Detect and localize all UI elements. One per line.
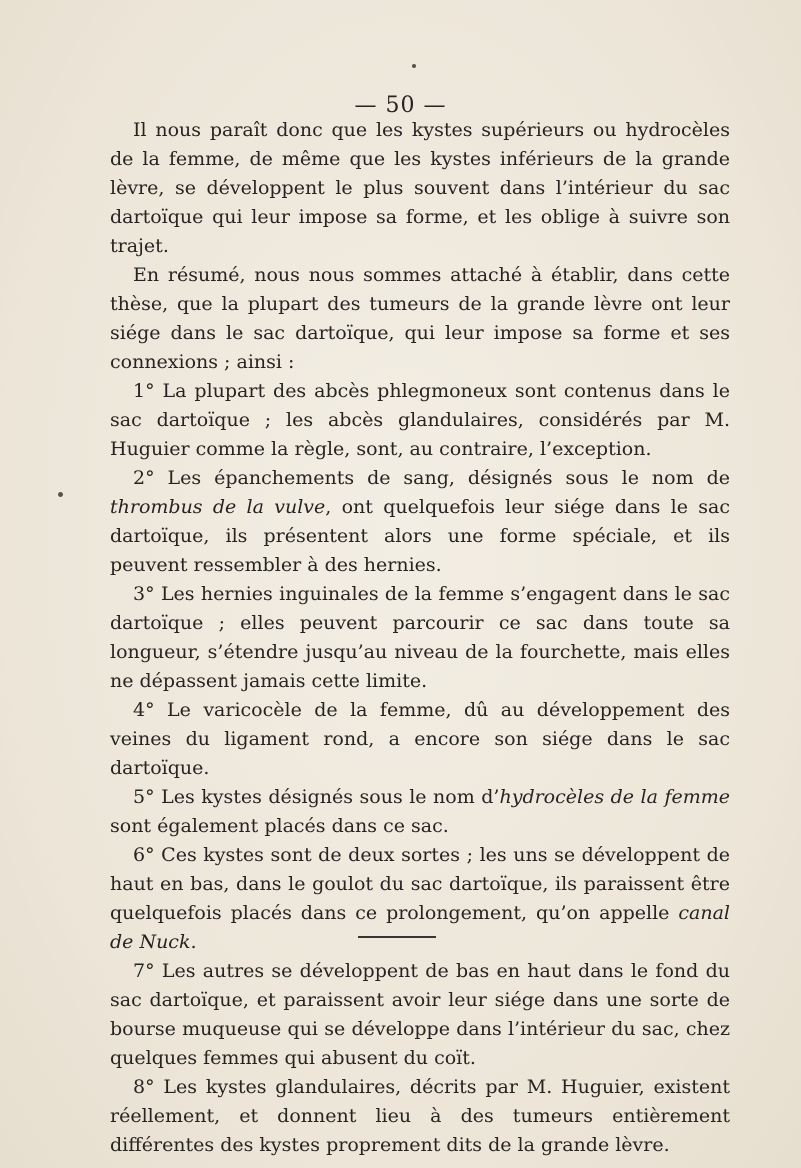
text-run: , ont quelquefois leur siége dans le sac dartoïque, ils présentent alors une forme spéciale, et ils peuvent ressembler à des hernies. xyxy=(110,496,730,576)
text-run: 7° Les autres se développent de bas en haut dans le fond du sac dartoïque, et paraissent avoir leur siége dans une sorte de bourse muqueuse qui se développe dans l’intérieur du sac, chez quelques femmes qui abusent du coït. xyxy=(110,960,730,1069)
body-text xyxy=(110,116,730,1160)
text-run: 4° Le varicocèle de la femme, dû au développement des veines du ligament rond, a encore son siége dans le sac dartoïque. xyxy=(110,699,730,779)
paragraph xyxy=(110,957,730,1073)
closing-rule xyxy=(358,936,436,938)
text-run: 8° Les kystes glandulaires, décrits par M. Huguier, existent réellement, et donnent lieu à des tumeurs entièrement différentes des kystes proprement dits de la grande lèvre. xyxy=(110,1076,730,1156)
paragraph xyxy=(110,696,730,783)
paragraph xyxy=(110,261,730,377)
text-run: 5° Les kystes désignés sous le nom d’ xyxy=(133,786,500,808)
page-number: — 50 — xyxy=(354,93,447,118)
italic-run: canal de Nuck xyxy=(110,902,730,953)
text-run: . xyxy=(190,931,197,953)
paragraph xyxy=(110,783,730,841)
paragraph xyxy=(110,116,730,261)
paragraph xyxy=(110,377,730,464)
text-run: 3° Les hernies inguinales de la femme s’engagent dans le sac dartoïque ; elles peuvent parcourir ce sac dans toute sa longueur, s’étendre jusqu’au niveau de la fourchette, mais elles ne dépassent jamais cette limite. xyxy=(110,583,730,692)
italic-run: thrombus de la vulve xyxy=(110,496,326,518)
paragraph xyxy=(110,464,730,580)
text-run: 6° Ces kystes sont de deux sortes ; les uns se développent de haut en bas, dans le goulot du sac dartoïque, ils paraissent être quelquefois placés dans ce prolongement, qu’on appelle xyxy=(110,844,730,924)
paragraph xyxy=(110,1073,730,1160)
paragraph xyxy=(110,580,730,696)
text-run: sont également placés dans ce sac. xyxy=(110,815,449,837)
paragraph xyxy=(110,841,730,957)
text-run: 1° La plupart des abcès phlegmoneux sont contenus dans le sac dartoïque ; les abcès glandulaires, considérés par M. Huguier comme la règle, sont, au contraire, l’exception. xyxy=(110,380,730,460)
text-run: 2° Les épanchements de sang, désignés sous le nom de xyxy=(133,467,730,489)
ink-speck xyxy=(412,64,416,68)
ink-speck xyxy=(58,492,63,497)
text-run: Il nous paraît donc que les kystes supérieurs ou hydrocèles de la femme, de même que les kystes inférieurs de la grande lèvre, se développent le plus souvent dans l’intérieur du sac dartoïque qui leur impose sa forme, et les oblige à suivre son trajet. xyxy=(110,119,730,257)
italic-run: hydrocèles de la femme xyxy=(499,786,730,808)
text-run: En résumé, nous nous sommes attaché à établir, dans cette thèse, que la plupart des tumeurs de la grande lèvre ont leur siége dans le sac dartoïque, qui leur impose sa forme et ses connexions ; ainsi : xyxy=(110,264,730,373)
